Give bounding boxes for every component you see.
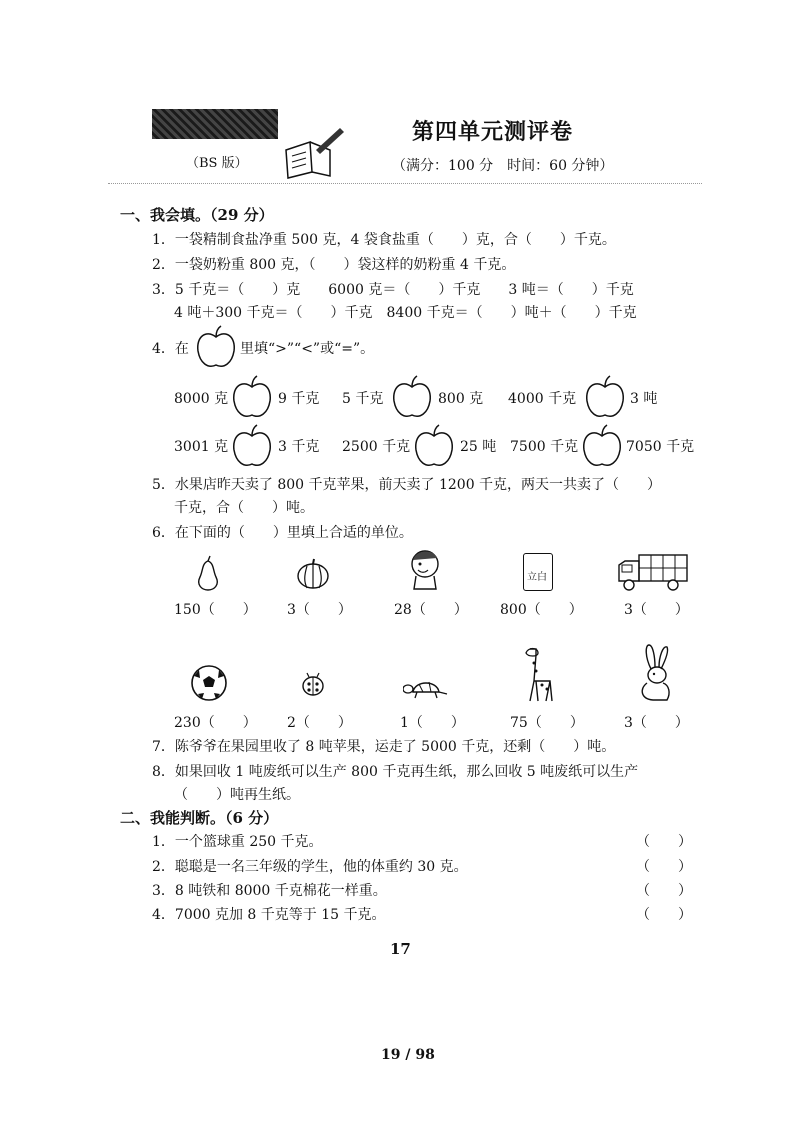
page-number: 17 — [390, 940, 411, 958]
question-8-line1: 8．如果回收 1 吨废纸可以生产 800 千克再生纸，那么回收 5 吨废纸可以生产 — [152, 764, 639, 780]
compare-left: 3001 克 — [174, 439, 229, 455]
turtle-icon — [403, 676, 449, 700]
judge-bracket: （ ） — [636, 859, 692, 875]
edition-label: （BS 版） — [186, 156, 248, 171]
question-2: 2．一袋奶粉重 800 克，（ ）袋这样的奶粉重 4 千克。 — [152, 257, 516, 273]
ladybug-icon — [299, 671, 327, 697]
score-time-info: （满分：100 分 时间：60 分钟） — [392, 158, 614, 174]
question-4-suffix: 里填“>”“<”或“=”。 — [240, 341, 375, 357]
book-pen-icon — [280, 120, 350, 180]
section1-heading: 一、我会填。（29 分） — [120, 206, 274, 224]
compare-left: 8000 克 — [174, 391, 229, 407]
rabbit-icon — [633, 643, 677, 703]
section2-heading: 二、我能判断。（6 分） — [120, 809, 279, 827]
compare-right: 3 吨 — [630, 391, 658, 407]
apple-icon — [390, 375, 434, 421]
compare-right: 7050 千克 — [626, 439, 695, 455]
judge-item: 1．一个篮球重 250 千克。 — [152, 834, 323, 850]
judge-bracket: （ ） — [636, 907, 692, 923]
judge-item: 4．7000 克加 8 千克等于 15 千克。 — [152, 907, 386, 923]
compare-right: 3 千克 — [278, 439, 320, 455]
apple-icon — [194, 325, 238, 371]
compare-right: 9 千克 — [278, 391, 320, 407]
unit-blank: 3（ ） — [624, 602, 689, 618]
unit-blank: 1（ ） — [400, 715, 465, 731]
compare-left: 2500 千克 — [342, 439, 411, 455]
bag-label: 立白 — [527, 572, 547, 583]
judge-bracket: （ ） — [636, 834, 692, 850]
question-3-line1: 3．5 千克＝（ ）克 6000 克＝（ ）千克 3 吨＝（ ）千克 — [152, 282, 634, 298]
page-counter: 19 / 98 — [381, 1047, 435, 1063]
giraffe-icon — [520, 645, 560, 703]
judge-bracket: （ ） — [636, 883, 692, 899]
apple-icon — [230, 424, 274, 470]
compare-left: 5 千克 — [342, 391, 384, 407]
soccer-ball-icon — [190, 664, 228, 702]
apple-icon — [230, 375, 274, 421]
question-8-line2: （ ）吨再生纸。 — [174, 787, 300, 803]
unit-banner-logo — [152, 109, 278, 139]
pumpkin-icon — [296, 558, 330, 590]
compare-right: 800 克 — [438, 391, 484, 407]
unit-blank: 75（ ） — [510, 715, 584, 731]
judge-item: 2．聪聪是一名三年级的学生，他的体重约 30 克。 — [152, 859, 468, 875]
unit-blank: 2（ ） — [287, 715, 352, 731]
compare-right: 25 吨 — [460, 439, 497, 455]
unit-blank: 28（ ） — [394, 602, 468, 618]
question-7: 7．陈爷爷在果园里收了 8 吨苹果，运走了 5000 千克，还剩（ ）吨。 — [152, 739, 616, 755]
apple-icon — [580, 424, 624, 470]
question-5-line2: 千克，合（ ）吨。 — [174, 500, 314, 516]
question-5-line1: 5．水果店昨天卖了 800 千克苹果，前天卖了 1200 千克，两天一共卖了（ ） — [152, 477, 662, 493]
question-6: 6．在下面的（ ）里填上合适的单位。 — [152, 525, 413, 541]
unit-blank: 3（ ） — [287, 602, 352, 618]
question-4-prefix: 4．在 — [152, 341, 189, 357]
header-divider — [108, 183, 702, 184]
compare-left: 7500 千克 — [510, 439, 579, 455]
child-face-icon — [408, 546, 442, 590]
compare-left: 4000 千克 — [508, 391, 577, 407]
judge-item: 3．8 吨铁和 8000 千克棉花一样重。 — [152, 883, 387, 899]
unit-blank: 230（ ） — [174, 715, 257, 731]
truck-icon — [617, 553, 689, 593]
apple-icon — [412, 424, 456, 470]
page-title: 第四单元测评卷 — [412, 119, 574, 145]
pear-icon — [194, 555, 222, 591]
detergent-bag-icon — [523, 553, 553, 591]
unit-blank: 800（ ） — [500, 602, 583, 618]
question-1: 1．一袋精制食盐净重 500 克，4 袋食盐重（ ）克，合（ ）千克。 — [152, 232, 616, 248]
unit-blank: 150（ ） — [174, 602, 257, 618]
apple-icon — [583, 375, 627, 421]
question-3-line2: 4 吨＋300 千克＝（ ）千克 8400 千克＝（ ）吨＋（ ）千克 — [174, 305, 637, 321]
unit-blank: 3（ ） — [624, 715, 689, 731]
